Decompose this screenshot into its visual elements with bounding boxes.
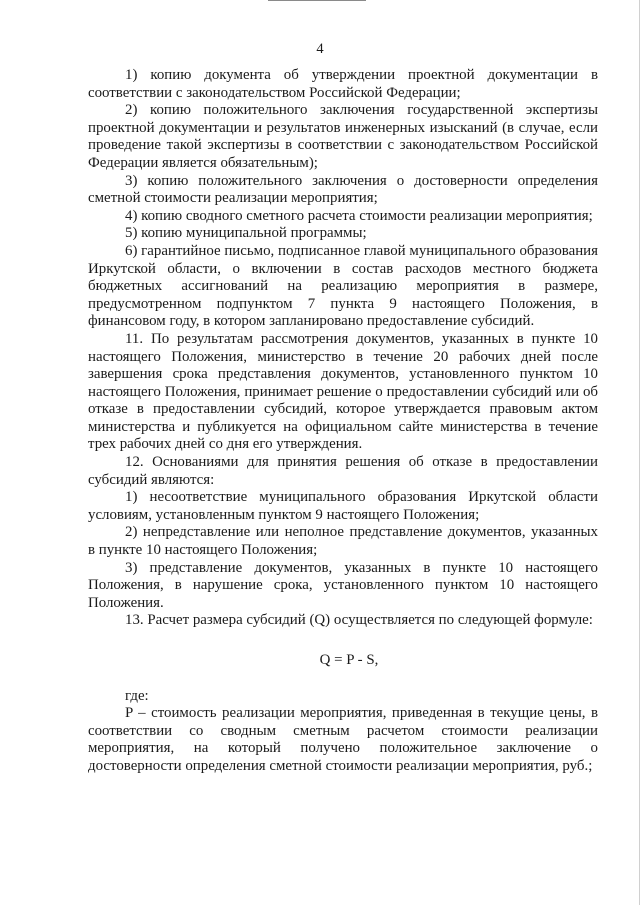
refusal-ground-1: 1) несоответствие муниципального образования Иркутской области условиям, установленным пунктом 9 настоящего Положения; [88, 489, 598, 523]
list-item-copy-approval-document: 1) копию документа об утверждении проектной документации в соответствии с законодательством Российской Федерации; [88, 67, 598, 101]
list-item-copy-cost-reliability: 3) копию положительного заключения о достоверности определения сметной стоимости реализации мероприятия; [88, 172, 598, 207]
clause-11: 11. По результатам рассмотрения документов, указанных в пункте 10 настоящего Положения, министерство в течение 20 рабочих дней после завершения срока представления документов, установленного пунктом 10 настоящего Положения, принимает решение о предоставлении субсидий или об отказе в предоставлении субсидий, которое утверждается правовым актом министерства и публикуется на официальном сайте министерства в течение трех рабочих дней со дня его утверждения. [88, 330, 598, 453]
formula-p-definition: P – стоимость реализации мероприятия, приведенная в текущие цены, в соответствии со сводным сметным расчетом стоимости реализации мероприятия, на который получено положительное заключение о достоверности определения сметной стоимости реализации мероприятия, руб.; [88, 705, 598, 774]
formula-where: где: [125, 687, 149, 704]
list-item-copy-summary-estimate: 4) копию сводного сметного расчета стоимости реализации мероприятия; [125, 207, 593, 224]
list-item-copy-state-expertise: 2) копию положительного заключения государственной экспертизы проектной документации и результатов инженерных изысканий (в случае, если проведение такой экспертизы в соответствии с законодательством Российской Федерации является обязательным); [88, 102, 598, 171]
list-item-guarantee-letter: 6) гарантийное письмо, подписанное главой муниципального образования Иркутской области, о включении в состав расходов местного бюджета бюджетных ассигнований на реализацию мероприятия в размере, предусмотренном подпунктом 7 пункта 9 настоящего Положения, в финансовом году, в котором запланировано предоставление субсидий. [88, 242, 598, 330]
clause-13: 13. Расчет размера субсидий (Q) осуществляется по следующей формуле: [125, 612, 593, 629]
refusal-ground-2: 2) непредставление или неполное представление документов, указанных в пункте 10 настоящего Положения; [88, 524, 598, 559]
page-number: 4 [316, 41, 324, 57]
subsidy-formula: Q = P - S, [319, 652, 379, 668]
refusal-ground-3: 3) представление документов, указанных в пункте 10 настоящего Положения, в нарушение срока, установленного пунктом 10 настоящего Положения. [88, 559, 598, 611]
clause-12: 12. Основаниями для принятия решения об отказе в предоставлении субсидий являются: [88, 454, 598, 488]
list-item-copy-municipal-program: 5) копию муниципальной программы; [125, 225, 367, 242]
top-rule [268, 0, 366, 1]
document-body [88, 67, 598, 776]
